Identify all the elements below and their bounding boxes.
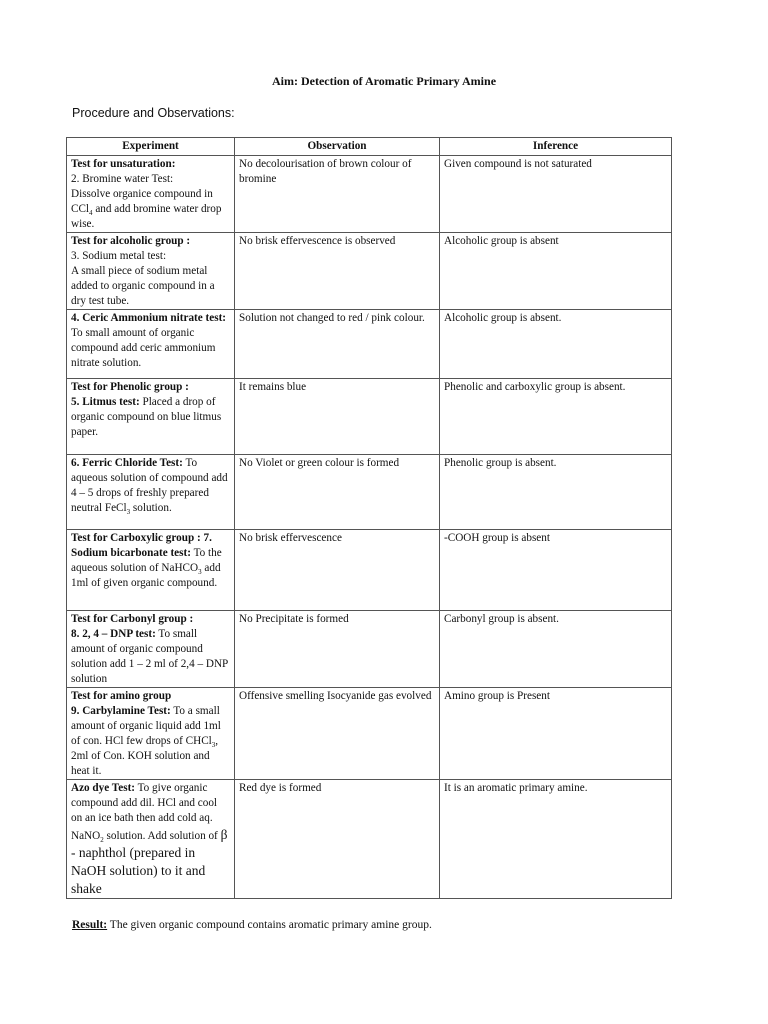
test-procedure-end: - naphthol (prepared in NaOH solution) to it and shake: [71, 845, 206, 896]
experiment-table: [66, 137, 672, 899]
observation-cell: Solution not changed to red / pink colour.: [235, 310, 440, 379]
table-row: [67, 530, 672, 611]
test-heading: Test for Phenolic group :: [71, 381, 189, 393]
beta-symbol: β: [220, 827, 228, 842]
inference-cell: Alcoholic group is absent: [440, 233, 672, 310]
test-procedure: A small piece of sodium metal added to organic compound in a dry test tube.: [71, 265, 215, 307]
subscript: 2: [100, 836, 104, 845]
inference-cell: It is an aromatic primary amine.: [440, 780, 672, 899]
inference-cell: Phenolic and carboxylic group is absent.: [440, 379, 672, 455]
observation-cell: Red dye is formed: [235, 780, 440, 899]
test-heading: Test for Carbonyl group :: [71, 613, 194, 625]
table-row: [67, 611, 672, 688]
experiment-cell: [67, 455, 235, 530]
inference-cell: Alcoholic group is absent.: [440, 310, 672, 379]
inference-cell: Amino group is Present: [440, 688, 672, 780]
observation-cell: No brisk effervescence is observed: [235, 233, 440, 310]
experiment-cell: [67, 233, 235, 310]
experiment-cell: [67, 611, 235, 688]
observation-cell: No Precipitate is formed: [235, 611, 440, 688]
observation-cell: No brisk effervescence: [235, 530, 440, 611]
header-observation: Observation: [235, 138, 440, 156]
aim-title: Aim: Detection of Aromatic Primary Amine: [271, 74, 497, 88]
test-heading: Test for unsaturation:: [71, 158, 176, 170]
test-procedure: To give organic compound add dil. HCl and cool on an ice bath then add cold aq. NaNO: [71, 782, 218, 842]
test-procedure-tail: solution. Add solution of: [103, 830, 221, 842]
header-experiment: Experiment: [67, 138, 235, 156]
inference-cell: -COOH group is absent: [440, 530, 672, 611]
subscript: 4: [89, 209, 93, 218]
experiment-cell: [67, 156, 235, 233]
test-heading: Azo dye Test:: [71, 782, 136, 794]
experiment-cell: [67, 310, 235, 379]
test-procedure-tail: add 1ml of given organic compound.: [71, 562, 221, 589]
result-text: The given organic compound contains aromatic primary amine group.: [107, 919, 432, 931]
test-procedure: Dissolve organice compound in CCl: [71, 188, 213, 215]
table-row: [67, 379, 672, 455]
subscript: 3: [126, 508, 131, 517]
table-row: [67, 455, 672, 530]
test-name: 2. Bromine water Test:: [71, 173, 174, 185]
inference-cell: Carbonyl group is absent.: [440, 611, 672, 688]
test-heading: 4. Ceric Ammonium nitrate test:: [71, 312, 227, 324]
test-heading: Test for alcoholic group :: [71, 235, 191, 247]
test-heading: 6. Ferric Chloride Test:: [71, 457, 183, 469]
observation-cell: No Violet or green colour is formed: [235, 455, 440, 530]
result-label: Result:: [72, 919, 108, 931]
header-inference: Inference: [440, 138, 672, 156]
experiment-cell: [67, 379, 235, 455]
test-name: 9. Carbylamine Test:: [71, 705, 171, 717]
table-row: [67, 780, 672, 899]
test-name: 8. 2, 4 – DNP test:: [71, 628, 156, 640]
table-row: [67, 310, 672, 379]
subscript: 3: [211, 741, 216, 750]
test-procedure: To aqueous solution of compound add 4 – 5 drops of freshly prepared neutral FeCl: [71, 457, 228, 514]
observation-cell: It remains blue: [235, 379, 440, 455]
test-procedure: To a small amount of organic liquid add 1ml of con. HCl few drops of CHCl: [71, 705, 221, 747]
table-row: [67, 688, 672, 780]
experiment-cell: [67, 530, 235, 611]
experiment-cell: [67, 688, 235, 780]
test-name: 3. Sodium metal test:: [71, 250, 167, 262]
test-procedure-tail: and add bromine water drop wise.: [71, 203, 222, 230]
test-heading: Test for amino group: [71, 690, 172, 702]
test-procedure-tail: , 2ml of Con. KOH solution and heat it.: [71, 735, 219, 777]
observation-cell: No decolourisation of brown colour of bromine: [235, 156, 440, 233]
test-name: 5. Litmus test:: [71, 396, 140, 408]
test-procedure: To small amount of organic compound solution add 1 – 2 ml of 2,4 – DNP solution: [71, 628, 228, 685]
procedure-heading: Procedure and Observations:: [72, 106, 235, 120]
table-row: [67, 156, 672, 233]
subscript: 3: [198, 568, 202, 577]
experiment-cell: [67, 780, 235, 899]
observation-cell: Offensive smelling Isocyanide gas evolved: [235, 688, 440, 780]
test-procedure: To the aqueous solution of NaHCO: [71, 547, 222, 574]
inference-cell: Phenolic group is absent.: [440, 455, 672, 530]
test-procedure-tail: solution.: [130, 502, 172, 514]
table-row: [67, 233, 672, 310]
test-procedure: To small amount of organic compound add ceric ammonium nitrate solution.: [71, 327, 216, 369]
result-line: [72, 919, 432, 931]
test-procedure: Placed a drop of organic compound on blue litmus paper.: [71, 396, 222, 438]
inference-cell: Given compound is not saturated: [440, 156, 672, 233]
table-header-row: [67, 138, 672, 156]
test-heading: Test for Carboxylic group : 7. Sodium bicarbonate test:: [71, 532, 212, 559]
